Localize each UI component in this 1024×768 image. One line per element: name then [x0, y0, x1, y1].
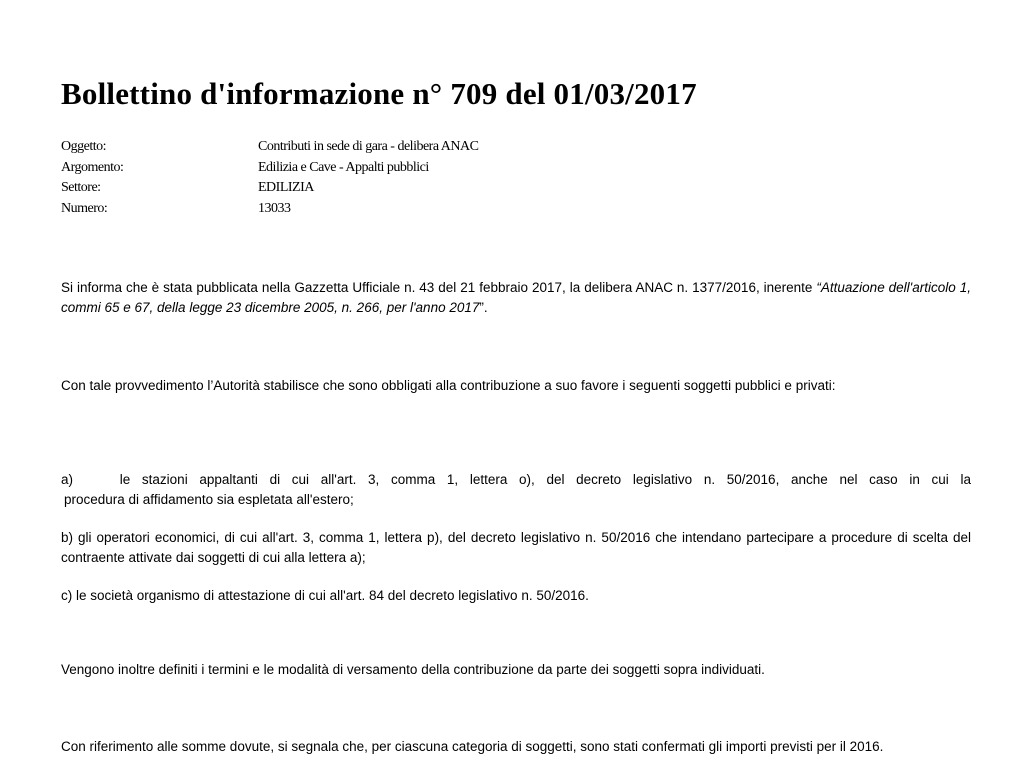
meta-value: Contributi in sede di gara - delibera ANAC — [258, 139, 479, 154]
meta-label: Numero: — [61, 200, 108, 216]
paragraph-termini: Vengono inoltre definiti i termini e le modalità di versamento della contribuzione da parte dei soggetti sopra individuati. — [61, 662, 765, 677]
meta-label: Settore: — [61, 180, 101, 195]
paragraph-gazzetta-end: ”. — [479, 300, 488, 315]
meta-value: EDILIZIA — [258, 180, 314, 195]
meta-label: Argomento: — [61, 159, 124, 175]
paragraph-gazzetta-quote: “Attuazione dell'articolo 1, commi 65 e 67, della legge 23 dicembre 2005, n. 266, per l'anno 2017 — [61, 280, 971, 315]
meta-row-argomento — [61, 158, 478, 179]
list-item-c: c) le società organismo di attestazione di cui all'art. 84 del decreto legislativo n. 50/2016. — [61, 588, 589, 603]
meta-label: Oggetto: — [61, 139, 106, 154]
meta-row-numero — [61, 199, 478, 220]
paragraph-gazzetta — [61, 278, 971, 318]
list-item-a-line1: a) le stazioni appaltanti di cui all'art. 3, comma 1, lettera o), del decreto legislativo n. 50/2016, anche nel caso in cui la — [61, 472, 971, 487]
meta-row-oggetto — [61, 137, 478, 158]
paragraph-gazzetta-text: Si informa che è stata pubblicata nella Gazzetta Ufficiale n. 43 del 21 febbraio 2017, la delibera ANAC n. 1377/2016, inerente — [61, 280, 817, 295]
list-item-a-line2: procedura di affidamento sia espletata all'estero; — [64, 492, 354, 507]
meta-row-settore — [61, 178, 478, 199]
meta-value: Edilizia e Cave - Appalti pubblici — [258, 159, 429, 175]
list-item-b: b) gli operatori economici, di cui all'art. 3, comma 1, lettera p), del decreto legislativo n. 50/2016 che intendano partecipare a procedure di scelta del contraente attivate dai soggetti di cui alla lettera a); — [61, 530, 971, 565]
meta-value: 13033 — [258, 200, 291, 216]
paragraph-somme: Con riferimento alle somme dovute, si segnala che, per ciascuna categoria di soggetti, sono stati confermati gli importi previsti per il 2016. — [61, 739, 884, 754]
metadata-table — [61, 137, 478, 219]
list-item-a — [61, 470, 971, 510]
document-title: Bollettino d'informazione n° 709 del 01/03/2017 — [61, 76, 697, 111]
paragraph-provvedimento: Con tale provvedimento l’Autorità stabilisce che sono obbligati alla contribuzione a suo favore i seguenti soggetti pubblici e privati: — [61, 378, 836, 393]
